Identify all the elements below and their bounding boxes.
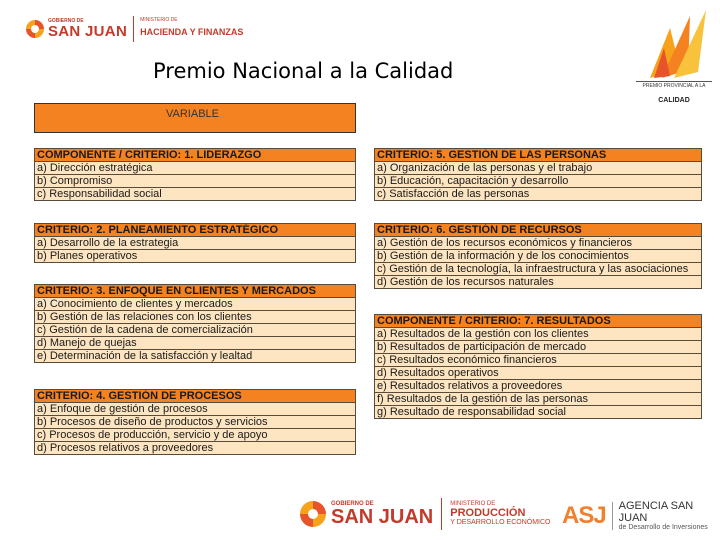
criterion-item: f) Resultados de la gestión de las personas [375,393,702,406]
criterion-item: a) Enfoque de gestión de procesos [35,403,356,416]
criterion-item: e) Determinación de la satisfacción y lealtad [35,350,356,363]
footer-ministry-small: MINISTERIO DE [450,501,496,508]
footer-divider [441,498,442,530]
criterion-item: b) Compromiso [35,175,356,188]
asj-mark: ASJ [562,501,606,529]
criterion-item: d) Gestión de los recursos naturales [375,276,702,289]
criterion-heading: CRITERIO: 3. ENFOQUE EN CLIENTES Y MERCADOS [35,285,356,298]
criterion-heading: CRITERIO: 5. GESTIÓN DE LAS PERSONAS [375,149,702,162]
criterion-item: c) Satisfacción de las personas [375,188,702,201]
footer-ministry-big: PRODUCCIÓN [450,506,526,519]
criterion-item: a) Dirección estratégica [35,162,356,175]
footer-gov-logo [300,498,550,530]
page-title: Premio Nacional a la Calidad [153,59,454,83]
criterion-item: a) Resultados de la gestión con los clientes [375,328,702,341]
criterion-heading: COMPONENTE / CRITERIO: 7. RESULTADOS [375,315,702,328]
criterion-item: b) Gestión de las relaciones con los clientes [35,311,356,324]
criterion-item: a) Conocimiento de clientes y mercados [35,298,356,311]
gov-small-label: GOBIERNO DE [48,17,84,24]
criterion-heading: COMPONENTE / CRITERIO: 1. LIDERAZGO [35,149,356,162]
criterion-item: d) Manejo de quejas [35,337,356,350]
gov-san-juan-logo [26,16,243,42]
flame-icon [640,8,710,80]
criterion-item: d) Resultados operativos [375,367,702,380]
criterion-item: c) Gestión de la cadena de comercialización [35,324,356,337]
criterion-7-table [374,314,702,419]
criterion-heading: CRITERIO: 6. GESTIÓN DE RECURSOS [375,224,702,237]
san-juan-emblem-icon [26,20,44,38]
footer-gov-small: GOBIERNO DE [331,501,374,507]
criterion-item: b) Educación, capacitación y desarrollo [375,175,702,188]
ministry-big-label: HACIENDA Y FINANZAS [140,27,244,38]
criterion-item: d) Procesos relativos a proveedores [35,442,356,455]
criterion-item: b) Procesos de diseño de productos y servicios [35,416,356,429]
criterion-item: b) Gestión de la información y de los conocimientos [375,250,702,263]
criterion-1-table [34,148,356,201]
san-juan-emblem-icon [300,501,326,527]
asj-logo [562,500,720,532]
criterion-5-table [374,148,702,201]
variable-label: VARIABLE [166,108,219,120]
criterion-heading: CRITERIO: 2. PLANEAMIENTO ESTRATÉGICO [35,224,356,237]
premio-small-label: PREMIO PROVINCIAL A LA [642,83,706,89]
criterion-2-table [34,223,356,263]
footer-gov-big: SAN JUAN [331,506,434,528]
criterion-item: c) Gestión de la tecnología, la infraestructura y las asociaciones [375,263,702,276]
criterion-item: c) Resultados económico financieros [375,354,702,367]
criterion-item: b) Resultados de participación de mercado [375,341,702,354]
criterion-heading: CRITERIO: 4. GESTIÓN DE PROCESOS [35,390,356,403]
criterion-item: c) Responsabilidad social [35,188,356,201]
criterion-6-table [374,223,702,289]
ministry-small-label: MINISTERIO DE [140,16,178,23]
criterion-item: a) Gestión de los recursos económicos y financieros [375,237,702,250]
logo-divider [133,16,134,42]
criterion-item: e) Resultados relativos a proveedores [375,380,702,393]
criterion-item: a) Desarrollo de la estrategia [35,237,356,250]
criterion-item: b) Planes operativos [35,250,356,263]
asj-small-label: de Desarrollo de Inversiones [618,524,708,532]
asj-divider [612,502,613,530]
criterion-3-table [34,284,356,363]
gov-big-label: SAN JUAN [48,22,128,40]
asj-big-label: AGENCIA SAN JUAN [618,500,694,525]
footer-ministry-sub: Y DESARROLLO ECONÓMICO [450,519,551,527]
premio-calidad-logo [636,8,712,104]
criterion-item: c) Procesos de producción, servicio y de apoyo [35,429,356,442]
criterion-item: g) Resultado de responsabilidad social [375,406,702,419]
variable-header [34,103,356,133]
criterion-4-table [34,389,356,455]
premio-big-label: CALIDAD [658,97,690,104]
criterion-item: a) Organización de las personas y el trabajo [375,162,702,175]
